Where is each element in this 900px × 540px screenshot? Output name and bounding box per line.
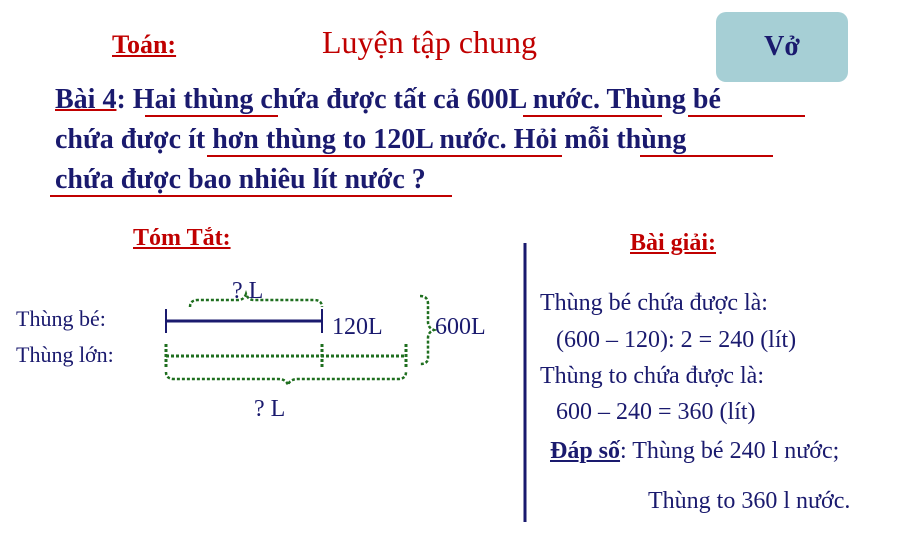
- answer-text: : Thùng bé 240 l nước;: [620, 438, 840, 464]
- difference-label: 120L: [332, 314, 383, 340]
- problem-line-3: chứa được bao nhiêu lít nước ?: [55, 164, 426, 195]
- solution-title: Bài giải:: [630, 230, 717, 256]
- answer-line: [550, 438, 839, 465]
- problem-line-1-text: : Hai thùng chứa được tất cả 600L nước. Thùng bé: [116, 84, 721, 115]
- problem-underlines: [50, 116, 805, 196]
- answer-line-2: Thùng to 360 l nước.: [648, 488, 851, 514]
- solution-line-1: Thùng bé chứa được là:: [540, 290, 768, 316]
- solution-line-4: 600 – 240 = 360 (lít): [556, 399, 756, 425]
- subject-label: Toán:: [112, 30, 177, 59]
- small-segment: [166, 309, 322, 333]
- answer-label: Đáp số: [550, 438, 621, 464]
- summary-title: Tóm Tắt:: [133, 225, 231, 251]
- solution-line-2: (600 – 120): 2 = 240 (lít): [556, 327, 797, 353]
- solution-line-3: Thùng to chứa được là:: [540, 363, 764, 389]
- big-container-label: Thùng lớn:: [16, 342, 114, 367]
- question-big: ? L: [254, 396, 286, 422]
- bottom-brace: [166, 372, 406, 385]
- lesson-title: Luyện tập chung: [322, 24, 538, 60]
- problem-label: Bài 4: [55, 84, 117, 115]
- total-brace: [420, 296, 434, 364]
- small-container-label: Thùng bé:: [16, 306, 106, 331]
- notebook-button[interactable]: Vở: [716, 12, 848, 82]
- total-label: 600L: [435, 314, 486, 340]
- big-segment: [166, 344, 406, 368]
- question-small: ? L: [232, 278, 264, 304]
- problem-line-2: chứa được ít hơn thùng to 120L nước. Hỏi mỗi thùng: [55, 124, 687, 155]
